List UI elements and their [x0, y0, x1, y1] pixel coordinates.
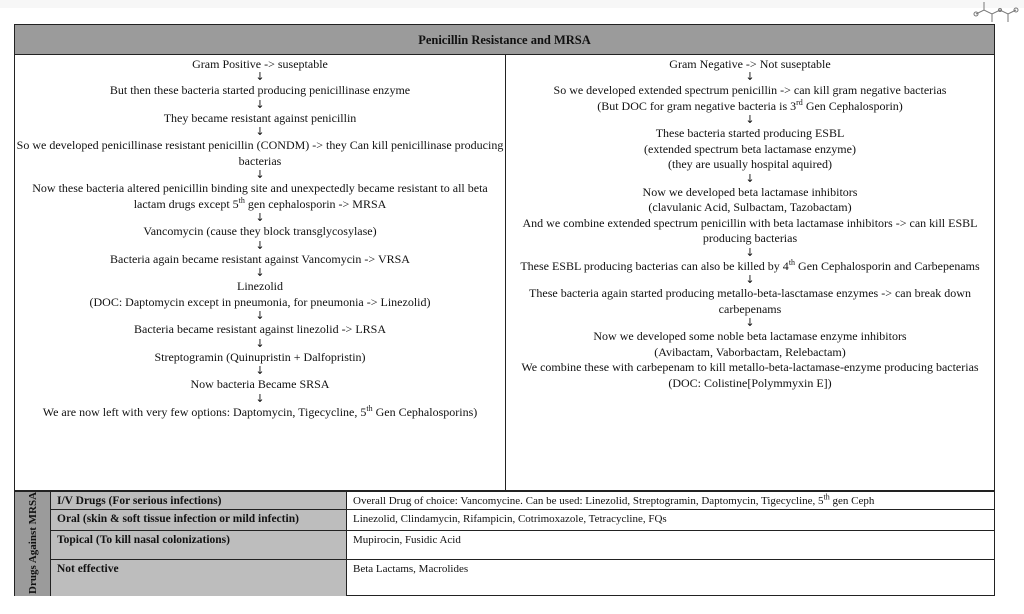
- left-step-11: We are now left with very few options: Daptomycin, Tigecycline, 5th Gen Cephalosporins): [42, 403, 478, 419]
- down-arrow-icon: ↓: [255, 336, 265, 350]
- drug-row-value: Linezolid, Clindamycin, Rifampicin, Cotrimoxazole, Tetracycline, FQs: [353, 513, 667, 525]
- down-arrow-icon: ↓: [255, 391, 265, 405]
- down-arrow-icon: ↓: [745, 245, 755, 259]
- drug-row-value: Overall Drug of choice: Vancomycine. Can be used: Linezolid, Streptogramin, Daptomycin, Tigecycline, 5th gen Ceph: [353, 492, 875, 507]
- molecule-icon: [968, 0, 1024, 24]
- down-arrow-icon: ↓: [255, 309, 265, 322]
- left-step-8: Bacteria became resistant against linezolid -> LRSA: [133, 322, 387, 336]
- gram-negative-header: Gram Negative -> Not suseptable: [669, 57, 831, 71]
- left-step-5: Vancomycin (cause they block transglycosylase): [143, 224, 377, 238]
- left-step-9: Streptogramin (Quinupristin + Dalfopristin): [154, 349, 366, 364]
- drug-row-oral: [51, 510, 994, 531]
- down-arrow-icon: ↓: [255, 97, 265, 111]
- drugs-side-label-text: Drugs Against MRSA: [26, 491, 39, 594]
- table-title: Penicillin Resistance and MRSA: [15, 25, 994, 55]
- down-arrow-icon: ↓: [745, 70, 755, 83]
- drug-row-label: I/V Drugs (For serious infections): [51, 492, 347, 509]
- gram-negative-column: [506, 55, 994, 490]
- drug-row-label: Oral (skin & soft tissue infection or mild infectin): [51, 510, 347, 530]
- down-arrow-icon: ↓: [745, 273, 755, 286]
- gram-positive-flow: [15, 71, 505, 420]
- drugs-against-mrsa-section: [15, 490, 994, 596]
- drugs-side-label: [15, 492, 51, 596]
- down-arrow-icon: ↓: [255, 168, 265, 181]
- left-step-3: So we developed penicillinase resistant penicillin (CONDM) -> they Can kill penicillinase producing bacterias: [16, 138, 504, 168]
- down-arrow-icon: ↓: [255, 211, 265, 224]
- gram-positive-header: Gram Positive -> suseptable: [192, 57, 328, 71]
- left-step-7: Linezolid (DOC: Daptomycin except in pneumonia, for pneumonia -> Linezolid): [89, 279, 431, 309]
- drug-row-iv: [51, 492, 994, 510]
- down-arrow-icon: ↓: [745, 171, 755, 185]
- left-step-1: But then these bacteria started producing penicillinase enzyme: [109, 83, 411, 97]
- drug-row-value: Mupirocin, Fusidic Acid: [353, 534, 461, 546]
- left-step-10: Now bacteria Became SRSA: [190, 377, 330, 391]
- down-arrow-icon: ↓: [255, 70, 265, 83]
- left-step-4: Now these bacteria altered penicillin binding site and unexpectedly became resistant to all beta lactam drugs except 5th gen cephalosporin -> MRSA: [32, 181, 488, 211]
- drug-row-label: Not effective: [51, 560, 347, 596]
- down-arrow-icon: ↓: [745, 316, 755, 329]
- drug-row-label: Topical (To kill nasal colonizations): [51, 531, 347, 559]
- right-step-5: These bacteria again started producing metallo-beta-lasctamase enzymes -> can break down carbepenams: [529, 286, 971, 316]
- drug-rows: [51, 492, 994, 596]
- right-step-6: Now we developed some noble beta lactamase enzyme inhibitors (Avibactam, Vaborbactam, Relebactam) We combine these with carbepenam to kill metallo-beta-lactamase-enzyme producing bacterias (DOC: Colistine[Polymmyxin E]): [521, 329, 979, 390]
- resistance-table: [14, 24, 995, 596]
- drug-row-topical: [51, 531, 994, 560]
- gram-positive-column: [15, 55, 506, 490]
- right-step-4: These ESBL producing bacterias can also be killed by 4th Gen Cephalosporin and Carbepenams: [520, 257, 980, 273]
- drug-row-not-effective: [51, 560, 994, 596]
- down-arrow-icon: ↓: [255, 266, 265, 279]
- left-step-6: Bacteria again became resistant against Vancomycin -> VRSA: [110, 251, 410, 266]
- down-arrow-icon: ↓: [745, 113, 755, 126]
- right-step-3: Now we developed beta lactamase inhibitors (clavulanic Acid, Sulbactam, Tazobactam) And we combine extended spectrum penicillin with beta lactamase inhibitors -> can kill ESBL producing bacterias: [522, 184, 978, 245]
- right-step-1: So we developed extended spectrum penicillin -> can kill gram negative bacterias (But DOC for gram negative bacteria is 3rd Gen Cephalosporin): [553, 83, 947, 113]
- down-arrow-icon: ↓: [255, 364, 265, 377]
- right-step-2: These bacteria started producing ESBL (extended spectrum beta lactamase enzyme) (they are usually hospital aquired): [644, 126, 856, 171]
- drug-row-value: Beta Lactams, Macrolides: [353, 563, 469, 575]
- down-arrow-icon: ↓: [255, 238, 265, 252]
- down-arrow-icon: ↓: [255, 125, 265, 138]
- gram-negative-flow: [506, 71, 994, 391]
- viewer-top-strip: [0, 0, 1024, 8]
- left-step-2: They became resistant against penicillin: [163, 110, 357, 125]
